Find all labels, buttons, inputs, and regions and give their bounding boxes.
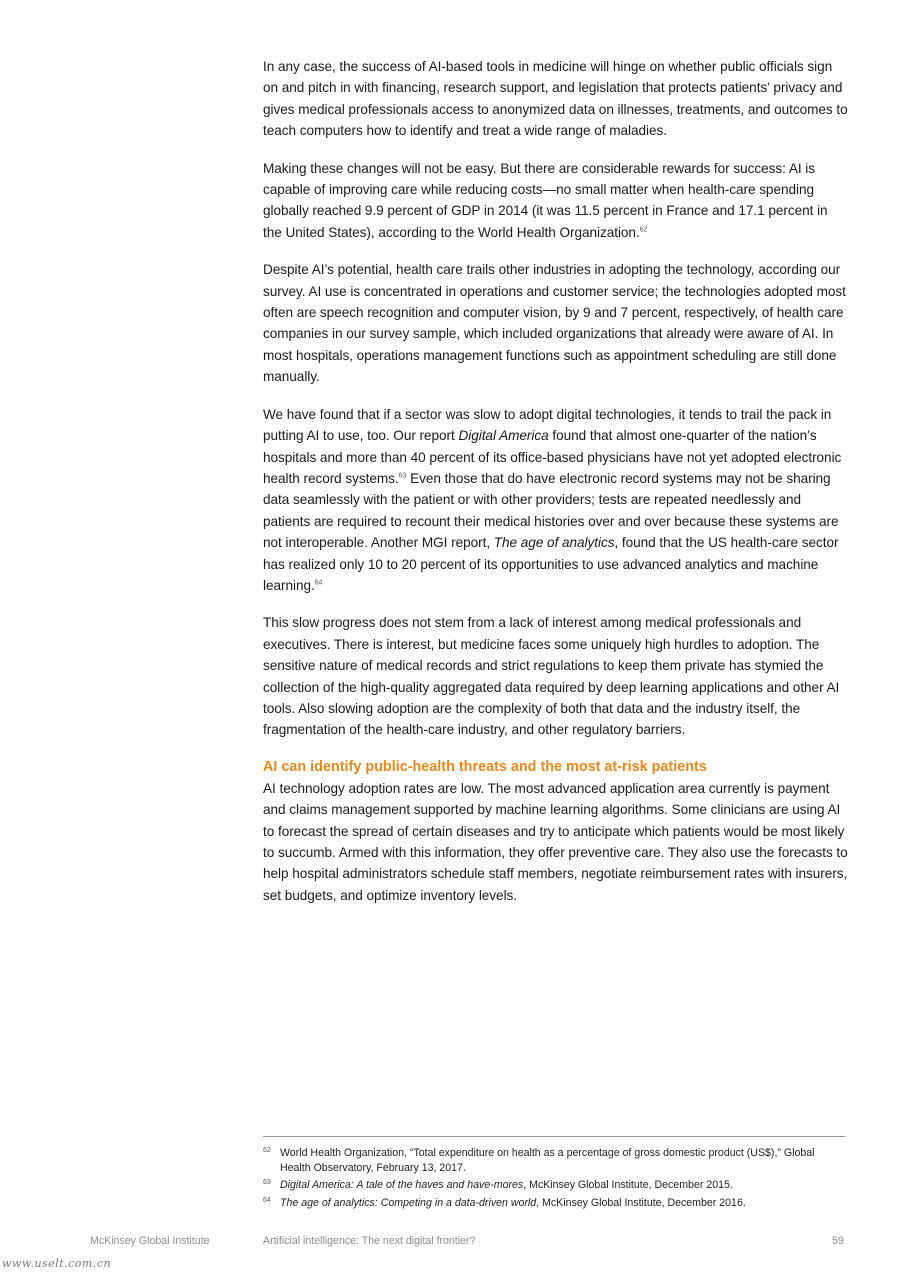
footer-report-title: Artificial intelligence: The next digital frontier? — [263, 1235, 476, 1247]
footnote-reference: 62 — [639, 226, 648, 234]
italic-title: The age of analytics: Competing in a data-driven world — [280, 1196, 537, 1209]
article-body — [263, 56, 848, 922]
italic-title: Digital America — [458, 428, 549, 444]
text-run: Making these changes will not be easy. But there are considerable rewards for success: AI is capable of improving care while reducing costs—no small matter when health-care spending globally reached 9.9 percent of GDP in 2014 (it was 11.5 percent in France and 17.1 percent in the United States), according to the World Health Organization. — [263, 160, 828, 240]
text-run: , found that the US health-care sector has realized only 10 to 20 percent of its opportunities to use advanced analytics and machine learning. — [263, 535, 839, 593]
footnote-number: 63 — [263, 1179, 271, 1186]
footnotes — [263, 1136, 845, 1213]
text-run: AI technology adoption rates are low. The most advanced application area currently is payment and claims management supported by machine learning algorithms. Some clinicians are using AI to forecast the spread of certain diseases and try to anticipate which patients would be most likely to succumb. Armed with this information, they offer preventive care. They also use the forecasts to help hospital administrators schedule staff members, negotiate reimbursement rates with insurers, set budgets, and optimize inventory levels. — [263, 780, 848, 903]
body-paragraph — [263, 612, 848, 740]
footnote — [263, 1196, 845, 1211]
body-paragraph — [263, 56, 848, 142]
italic-title: The age of analytics — [493, 535, 615, 551]
text-run: This slow progress does not stem from a lack of interest among medical professionals and executives. There is interest, but medicine faces some uniquely high hurdles to adoption. The sensitive nature of medical records and strict regulations to keep them private has stymied the collection of the high-quality aggregated data required by deep learning applications and other AI tools. Also slowing adoption are the complexity of both that data and the industry itself, the fragmentation of the health-care industry, and other regulatory barriers. — [263, 615, 840, 738]
footnote-reference: 64 — [314, 579, 323, 587]
text-run: found that almost one-quarter of the nation’s hospitals and more than 40 percent of its office-based physicians have not yet adopted electronic health record systems. — [263, 428, 842, 486]
section-paragraphs — [263, 778, 848, 906]
body-paragraph — [263, 158, 848, 244]
body-paragraph — [263, 404, 848, 597]
text-run: , McKinsey Global Institute, December 2015. — [523, 1179, 733, 1191]
body-paragraph — [263, 778, 848, 906]
text-run: In any case, the success of AI-based tools in medicine will hinge on whether public officials sign on and pitch in with financing, research support, and legislation that protects patients’ privacy and gives medical professionals access to anonymized data on illnesses, treatments, and outcomes to teach computers how to identify and treat a wide range of maladies. — [263, 59, 848, 139]
text-run: Despite AI’s potential, health care trails other industries in adopting the technology, according our survey. AI use is concentrated in operations and customer service; the technologies adopted most often are speech recognition and computer vision, by 9 and 7 percent, respectively, of health care companies in our survey sample, which included organizations that already were aware of AI. In most hospitals, operations management functions such as appointment scheduling are still done manually. — [263, 262, 846, 385]
watermark-text: www.uselt.com.cn — [2, 1257, 112, 1270]
footer-publisher: McKinsey Global Institute — [90, 1235, 210, 1247]
text-run: World Health Organization, “Total expenditure on health as a percentage of gross domestic product (US$),” Global Health Observatory, February 13, 2017. — [280, 1147, 815, 1174]
page-number: 59 — [832, 1235, 844, 1247]
footnote — [263, 1146, 845, 1175]
italic-title: Digital America: A tale of the haves and have-mores — [280, 1179, 524, 1191]
footnote-number: 64 — [263, 1196, 271, 1204]
footnote-number: 62 — [263, 1147, 271, 1154]
footnote-reference: 63 — [398, 472, 407, 480]
section-heading: AI can identify public-health threats and the most at-risk patients — [263, 758, 707, 775]
body-paragraph — [263, 259, 848, 387]
text-run: We have found that if a sector was slow to adopt digital technologies, it tends to trail the pack in putting AI to use, too. Our report — [263, 406, 832, 444]
body-paragraphs — [263, 56, 848, 741]
text-run: , McKinsey Global Institute, December 2016. — [536, 1196, 746, 1209]
footnote — [263, 1178, 845, 1193]
text-run: Even those that do have electronic record systems may not be sharing data seamlessly with the patient or with other providers; tests are repeated needlessly and patients are required to recount their medical histories over and over because these systems are not interoperable. Another MGI report, — [263, 470, 839, 551]
